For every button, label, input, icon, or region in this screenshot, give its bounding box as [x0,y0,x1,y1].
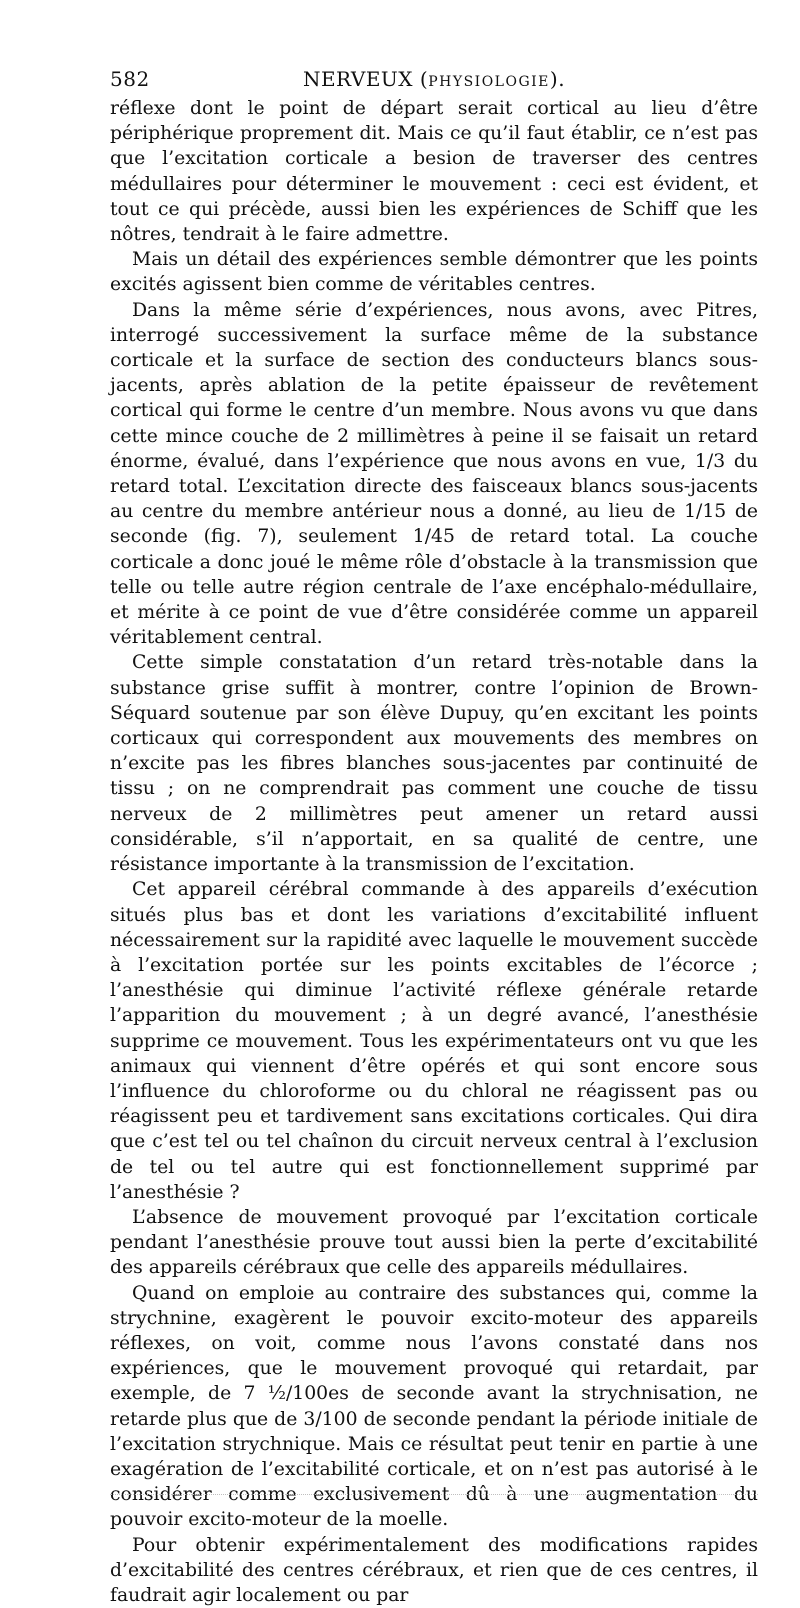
running-title-close: ). [549,67,566,91]
paragraph: réflexe dont le point de départ serait cortical au lieu d’être périphérique proprement dit. Mais ce qu’il faut établir, ce n’est pas que l’excitation corticale a besion de traverser des centres médullaires pour déterminer le mouvement : ceci est évident, et tout ce qui précède, aussi bien les expériences de Schiff que les nôtres, tendrait à le faire admettre. [110,98,758,246]
footer-rule [110,1494,758,1495]
book-page [110,62,758,1606]
paragraph: Pour obtenir expérimentalement des modifications rapides d’excitabilité des centres cérébraux, et rien que de ces centres, il faudrait agir localement ou par [110,1534,758,1606]
running-title-sub: PHYSIOLOGIE [428,74,550,90]
paragraph: Quand on emploie au contraire des substances qui, comme la strychnine, exagèrent le pouvoir excito-moteur des appareils réflexes, on voit, comme nous l’avons constaté dans nos expériences, que le mouvement provoqué qui retardait, par exemple, de 7 ½/100es de seconde avant la strychnisation, ne retarde plus que de 3/100 de seconde pendant la période initiale de l’excitation strychnique. Mais ce résultat peut tenir en partie à une exagération de l’excitabilité corticale, et on n’est pas autorisé à le considérer comme exclusivement dû à une augmentation du pouvoir excito-moteur de la moelle. [110,1282,758,1531]
running-title [110,62,758,99]
running-title-open: ( [413,67,429,91]
paragraph: Mais un détail des expériences semble démontrer que les points excités agissent bien comme de véritables centres. [110,249,758,296]
running-title-main: NERVEUX [302,67,414,91]
body-text [110,96,758,1608]
paragraph: Cet appareil cérébral commande à des appareils d’exécution situés plus bas et dont les variations d’excitabilité influent nécessairement sur la rapidité avec laquelle le mouvement succède à l’excitation portée sur les points excitables de l’écorce ; l’anesthésie qui diminue l’activité réflexe générale retarde l’apparition du mouvement ; à un degré avancé, l’anesthésie supprime ce mouvement. Tous les expérimentateurs ont vu que les animaux qui viennent d’être opérés et qui sont encore sous l’influence du chloroforme ou du chloral ne réagissent pas ou réagissent peu et tardivement sans excitations corticales. Qui dira que c’est tel ou tel chaînon du circuit nerveux central à l’exclusion de tel ou tel autre qui est fonctionnellement supprimé par l’anesthésie ? [110,879,758,1203]
paragraph: L’absence de mouvement provoqué par l’excitation corticale pendant l’anesthésie prouve tout aussi bien la perte d’excitabilité des appareils cérébraux que celle des appareils médullaires. [110,1206,758,1279]
running-head [110,62,758,96]
paragraph: Cette simple constatation d’un retard très-notable dans la substance grise suffit à montrer, contre l’opinion de Brown-Séquard soutenue par son élève Dupuy, qu’en excitant les points corticaux qui correspondent aux mouvements des membres on n’excite pas les fibres blanches sous-jacentes par continuité de tissu ; on ne comprendrait pas comment une couche de tissu nerveux de 2 millimètres peut amener un retard aussi considérable, s’il n’apportait, en sa qualité de centre, une résistance importante à la transmission de l’excitation. [110,652,758,876]
page-number: 582 [110,67,150,91]
paragraph: Dans la même série d’expériences, nous avons, avec Pitres, interrogé successivement la surface même de la substance corticale et la surface de section des conducteurs blancs sous-jacents, après ablation de la petite épaisseur de revêtement cortical qui forme le centre d’un membre. Nous avons vu que dans cette mince couche de 2 millimètres à peine il se faisait un retard énorme, évalué, dans l’expérience que nous avons en vue, 1/3 du retard total. L’excitation directe des faisceaux blancs sous-jacents au centre du membre antérieur nous a donné, au lieu de 1/15 de seconde (fig. 7), seulement 1/45 de retard total. La couche corticale a donc joué le même rôle d’obstacle à la transmission que telle ou telle autre région centrale de l’axe encéphalo-médullaire, et mérite à ce point de vue d’être considérée comme un appareil véritablement central. [110,299,758,649]
